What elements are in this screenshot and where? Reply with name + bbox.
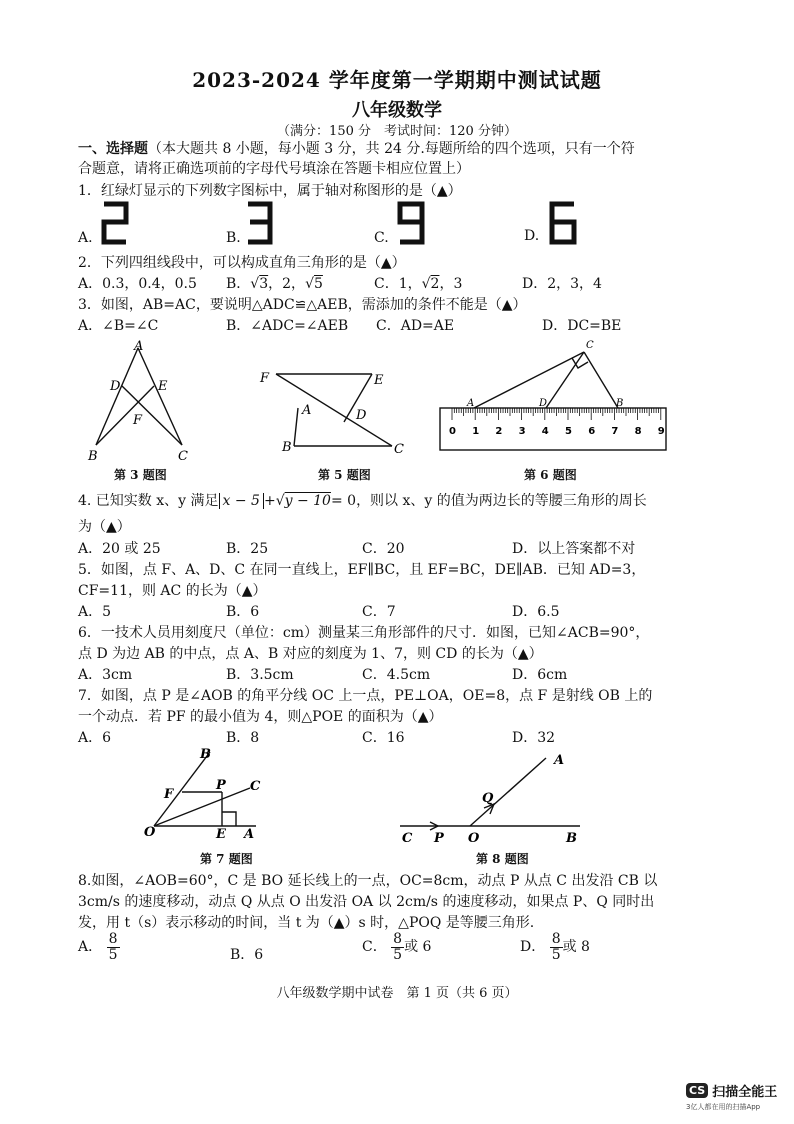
fig3-label-c: C [178,449,188,464]
q2-option-b: B．√3，2，√5 [226,276,323,292]
brand-name: 扫描全能王 [712,1085,778,1100]
fig3-label-a: A [134,339,144,354]
q3-option-d: D．DC=BE [542,318,622,334]
fig3-label-d: D [110,379,121,394]
fig7-label-a: A [244,827,255,842]
ruler-tick-label: 0 [449,426,456,437]
digit-3-icon [244,200,274,246]
ruler-tick-label: 5 [565,426,572,437]
q6-option-d: D．6cm [512,667,568,683]
fig5-label-c: C [394,442,404,457]
ruler-tick-label: 9 [657,426,665,437]
fig5-label-d: D [356,408,367,423]
digit-2-icon [100,200,130,246]
ruler-tick-label: 3 [518,426,526,437]
page-title: 2023-2024 学年度第一学期期中测试试题 [192,68,602,92]
q6-option-b: B．3.5cm [226,667,294,683]
fig5-label-a: A [302,403,312,418]
q2-stem: 2．下列四组线段中，可以构成直角三角形的是（▲） [78,255,406,271]
q1-option-d: D. [524,228,540,244]
section-desc-line2: 合题意，请将正确选项前的字母代号填涂在答题卡相应位置上） [78,161,470,177]
fig7-label-o: O [144,825,156,840]
q1-option-a: A. [78,230,93,246]
figure-3-diagram [86,340,196,465]
sqrt-sign: √ [275,493,285,509]
digit-9-icon [396,200,426,246]
fraction: $\frac{8}{5}$ [108,931,118,963]
q6-line1: 6．一技术人员用刻度尺（单位：cm）测量某三角形部件的尺寸．如图，已知∠ACB=90°， [78,625,650,641]
q8-option-c: C． $\frac{8}{5}$ 或 6 [362,931,432,963]
fig3-label-e: E [158,379,168,394]
ruler-tick-label: 6 [588,426,596,437]
fig7-label-b: B [200,747,211,762]
fig3-label-f: F [133,413,143,428]
fig5-label-f: F [260,371,270,386]
fig6-label-b: B [616,398,624,409]
q4-stem: 4. 已知实数 x、y 满足 x − 5 +√y − 10= 0，则以 x、y 的值为两边长的等腰三角形的周长 [78,493,647,509]
q5-option-b: B．6 [226,604,260,620]
q5-option-a: A．5 [78,604,112,620]
fraction: $\frac{8}{5}$ [393,931,403,963]
figure-6-diagram [436,338,676,458]
fig8-label-o: O [468,831,480,846]
q7-option-a: A．6 [78,730,112,746]
figure-6-caption: 第 6 题图 [524,468,577,482]
figure-8-caption: 第 8 题图 [476,852,529,866]
page-footer: 八年级数学期中试卷 第 1 页（共 6 页） [276,986,518,1001]
q5-line1: 5．如图，点 F、A、D、C 在同一直线上，EF∥BC，且 EF=BC，DE∥AB．已知 AD=3， [78,562,646,578]
q7-line1: 7．如图，点 P 是∠AOB 的角平分线 OC 上一点，PE⊥OA，OE=8，点 F 是射线 OB 上的 [78,688,653,704]
fig7-label-p: P [216,778,226,793]
figure-7-caption: 第 7 题图 [200,852,253,866]
figure-5-diagram [256,364,406,464]
figure-5-caption: 第 5 题图 [318,468,371,482]
q7-option-c: C．16 [362,730,405,746]
fig5-label-e: E [374,373,384,388]
fig8-label-c: C [402,831,413,846]
q4-option-d: D．以上答案都不对 [512,541,636,557]
ruler-tick-label: 2 [495,426,503,437]
q2-option-d: D．2，3，4 [522,276,602,292]
q3-option-c: C．AD=AE [376,318,455,334]
q8-line2: 3cm/s 的速度移动，动点 Q 从点 O 出发沿 OA 以 2cm/s 的速度移动，如果点 P、Q 同时出 [78,894,655,910]
q4-option-a: A．20 或 25 [78,541,161,557]
q7-option-b: B．8 [226,730,260,746]
q3-stem: 3．如图，AB=AC，要说明△ADC≌△AEB，需添加的条件不能是（▲） [78,297,527,313]
figure-3-caption: 第 3 题图 [114,468,167,482]
q7-option-d: D．32 [512,730,556,746]
ruler-ticks [449,408,665,437]
q2-option-a: A．0.3，0.4，0.5 [78,276,197,292]
q8-line1: 8.如图，∠AOB=60°，C 是 BO 延长线上的一点，OC=8cm，动点 P 从点 C 出发沿 CB 以 [78,873,658,889]
fig5-label-b: B [282,440,292,455]
q7-line2: 一个动点．若 PF 的最小值为 4，则△POE 的面积为（▲） [78,709,443,725]
cs-logo-icon: CS [686,1083,708,1098]
q4-option-b: B．25 [226,541,269,557]
q5-option-d: D．6.5 [512,604,560,620]
q6-option-a: A．3cm [78,667,133,683]
q3-option-b: B．∠ADC=∠AEB [226,318,349,334]
fig7-label-e: E [216,827,226,842]
q2-option-c: C．1，√2，3 [374,276,463,292]
q6-option-c: C．4.5cm [362,667,431,683]
q4-line2: 为（▲） [78,519,131,535]
fig8-label-b: B [566,831,577,846]
q8-line3: 发，用 t（s）表示移动的时间，当 t 为（▲）s 时，△POQ 是等腰三角形. [78,915,535,931]
fig8-label-a: A [554,753,565,768]
fig7-label-f: F [164,787,174,802]
fig6-label-c: C [586,340,594,351]
q5-line2: CF=11，则 AC 的长为（▲） [78,583,267,599]
ruler-tick-label: 1 [472,426,480,437]
q6-line2: 点 D 为边 AB 的中点，点 A、B 对应的刻度为 1、7，则 CD 的长为（▲） [78,646,543,662]
ruler-tick-label: 7 [611,426,619,437]
page-subtitle: 八年级数学 [352,100,442,121]
q5-option-c: C．7 [362,604,396,620]
q4-option-c: C．20 [362,541,405,557]
q8-option-a: A． $\frac{8}{5}$ [78,931,118,963]
fig6-label-d: D [539,398,548,409]
q1-option-c: C. [374,230,389,246]
fig3-label-b: B [88,449,98,464]
q1-stem: 1．红绿灯显示的下列数字图标中，属于轴对称图形的是（▲） [78,183,462,199]
q8-option-d: D． $\frac{8}{5}$ 或 8 [520,931,590,963]
fig7-label-c: C [250,779,261,794]
fraction: $\frac{8}{5}$ [551,931,561,963]
fig6-label-a: A [467,398,475,409]
section-heading: 一、选择题（本大题共 8 小题，每小题 3 分，共 24 分.每题所给的四个选项，只有一个符 [78,141,635,157]
sqrt-sign: √ [421,276,431,292]
exam-info: （满分：150 分 考试时间：120 分钟） [277,124,517,139]
fig8-label-q: Q [482,791,494,806]
sqrt-sign: √ [305,276,314,292]
q8-option-b: B．6 [230,947,264,963]
fig8-label-p: P [434,831,444,846]
scanner-watermark [686,1081,777,1112]
ruler-tick-label: 4 [541,426,549,437]
q3-option-a: A．∠B=∠C [78,318,159,334]
digit-6-icon [548,200,578,246]
brand-tagline: 3亿人都在用的扫描App [686,1103,761,1111]
sqrt-sign: √ [250,276,260,292]
q1-option-b: B. [226,230,241,246]
figure-8-diagram [396,746,596,846]
ruler-tick-label: 8 [634,426,642,437]
figure-7-diagram [140,744,280,844]
